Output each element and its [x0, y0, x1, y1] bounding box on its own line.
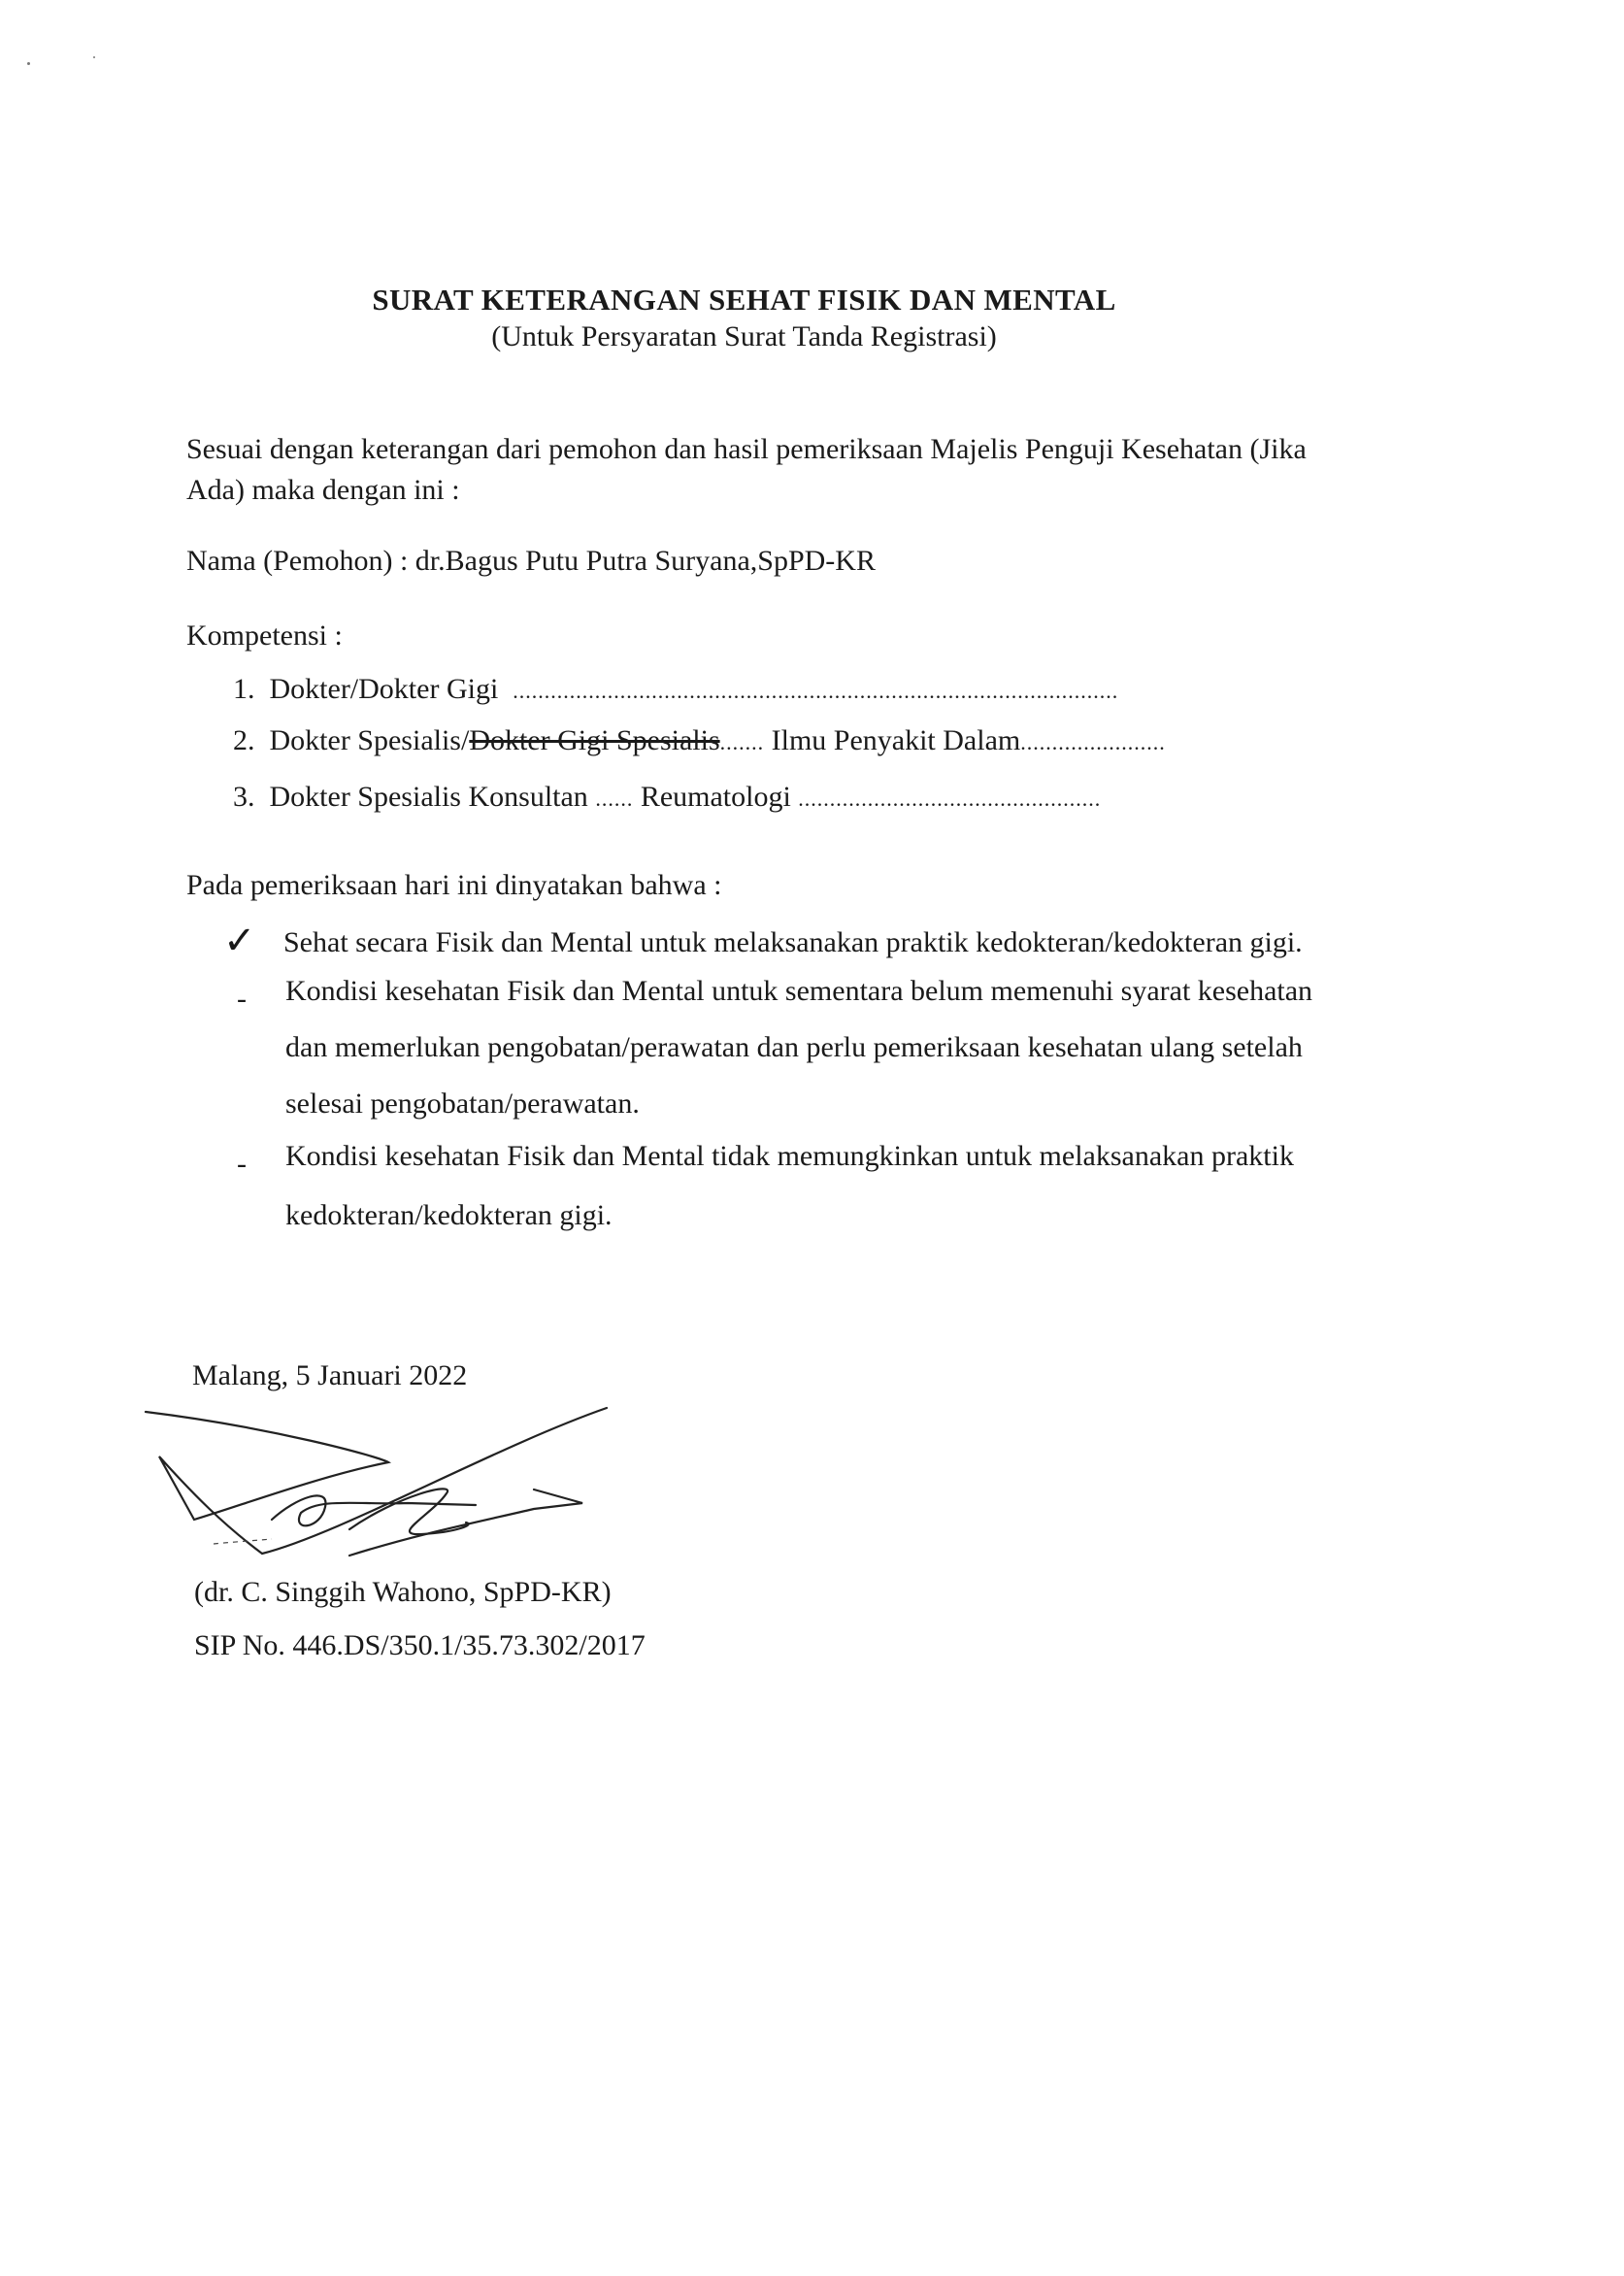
competency-item	[233, 783, 1101, 812]
intro-line-2: Ada) maka dengan ini :	[186, 474, 460, 506]
signer-sip: SIP No. 446.DS/350.1/35.73.302/2017	[194, 1629, 646, 1661]
scan-speck	[93, 56, 95, 58]
applicant-label: Nama (Pemohon) :	[186, 545, 409, 577]
competency-number: 3.	[233, 781, 255, 813]
signature-drawing	[126, 1389, 631, 1583]
option-line: Sehat secara Fisik dan Mental untuk melaksanakan praktik kedokteran/kedokteran gigi.	[283, 926, 1303, 958]
document-title: SURAT KETERANGAN SEHAT FISIK DAN MENTAL	[372, 283, 1116, 317]
competency-item	[233, 726, 1166, 755]
check-mark-icon: ✓	[223, 919, 256, 963]
competency-struck: Dokter Gigi Spesialis	[469, 724, 720, 756]
competency-value: Reumatologi	[640, 781, 791, 813]
competency-dots: ................................................	[798, 787, 1102, 811]
applicant-row	[186, 547, 876, 576]
option-line: Kondisi kesehatan Fisik dan Mental tidak memungkinkan untuk melaksanakan praktik	[285, 1140, 1294, 1172]
option-line: dan memerlukan pengobatan/perawatan dan perlu pemeriksaan kesehatan ulang setelah	[285, 1031, 1303, 1063]
document-subtitle: (Untuk Persyaratan Surat Tanda Registrasi)	[491, 320, 997, 352]
applicant-name: dr.Bagus Putu Putra Suryana,SpPD-KR	[414, 545, 876, 577]
competency-label: Dokter Spesialis/	[269, 724, 470, 756]
competency-number: 2.	[233, 724, 255, 756]
option-line: kedokteran/kedokteran gigi.	[285, 1199, 613, 1231]
option-line: Kondisi kesehatan Fisik dan Mental untuk sementara belum memenuhi syarat kesehatan	[285, 975, 1313, 1007]
competency-dots: .......	[719, 730, 765, 754]
competency-number: 1.	[233, 673, 255, 705]
competency-dots: .......................	[1020, 730, 1166, 754]
scan-speck	[27, 62, 30, 65]
competency-dots: ................................................................................................	[513, 679, 1119, 703]
competency-label: Kompetensi :	[186, 619, 343, 652]
competency-label: Dokter Spesialis Konsultan	[269, 781, 588, 813]
competency-value: Ilmu Penyakit Dalam	[771, 724, 1021, 756]
option-bullet: -	[237, 1148, 247, 1180]
signature-stroke	[214, 1539, 272, 1544]
option-line: selesai pengobatan/perawatan.	[285, 1088, 640, 1120]
signer-name: (dr. C. Singgih Wahono, SpPD-KR)	[194, 1576, 612, 1608]
exam-statement: Pada pemeriksaan hari ini dinyatakan bahwa :	[186, 869, 722, 901]
intro-line-1: Sesuai dengan keterangan dari pemohon dan hasil pemeriksaan Majelis Penguji Kesehatan (Jika	[186, 433, 1307, 465]
place-date: Malang, 5 Januari 2022	[192, 1359, 468, 1391]
competency-item	[233, 675, 1118, 704]
option-bullet: -	[237, 983, 247, 1015]
competency-label: Dokter/Dokter Gigi	[269, 673, 499, 705]
signature-stroke	[146, 1408, 607, 1554]
competency-dots: ......	[595, 787, 634, 811]
